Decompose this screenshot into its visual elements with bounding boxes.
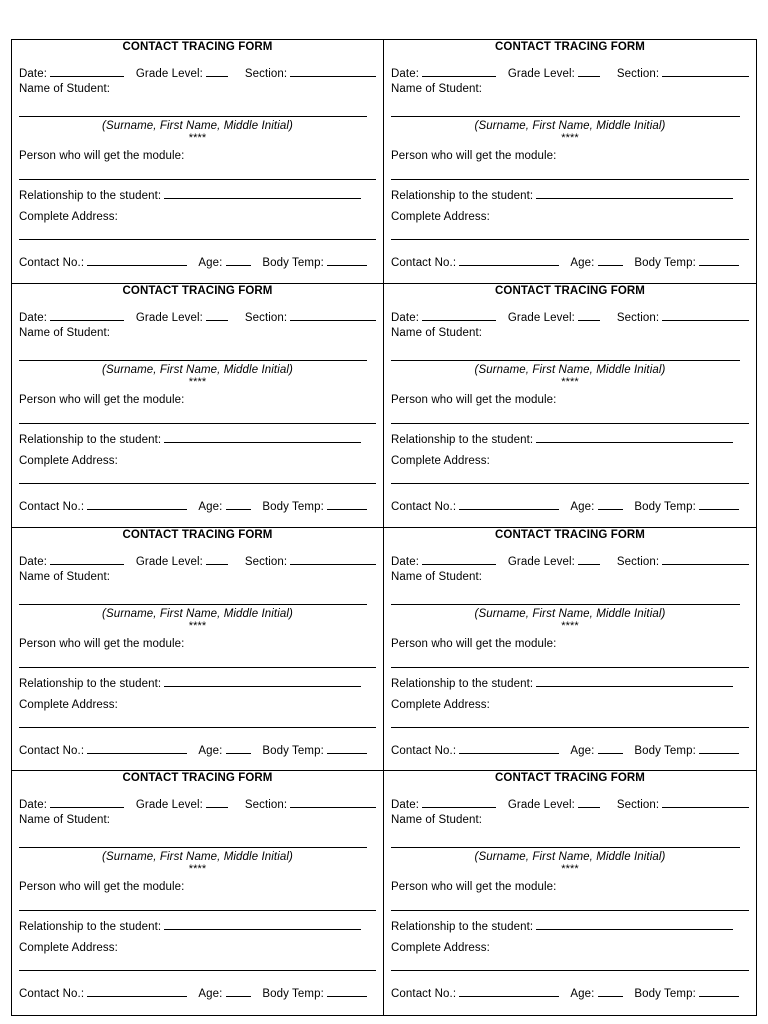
date-field[interactable]	[422, 796, 496, 808]
body-temp-field[interactable]	[327, 742, 367, 754]
age-field[interactable]	[598, 742, 623, 754]
relationship-row	[19, 675, 376, 690]
contact-tracing-form	[384, 40, 756, 284]
separator-stars: ****	[188, 863, 207, 876]
person-field[interactable]	[391, 667, 749, 668]
date-field[interactable]	[50, 796, 124, 808]
contact-field[interactable]	[459, 742, 559, 754]
name-format-hint: (Surname, First Name, Middle Initial)	[102, 851, 293, 864]
grade-level-label: Grade Level:	[135, 555, 203, 568]
body-temp-label: Body Temp:	[262, 500, 324, 513]
relationship-field[interactable]	[164, 918, 361, 930]
section-field[interactable]	[662, 65, 749, 77]
form-title: CONTACT TRACING FORM	[495, 772, 645, 785]
age-field[interactable]	[598, 498, 623, 510]
relationship-label: Relationship to the student:	[391, 921, 534, 934]
separator-stars: ****	[561, 619, 579, 632]
name-of-student-label: Name of Student:	[19, 570, 111, 583]
person-label: Person who will get the module:	[19, 637, 185, 650]
contact-age-temp-row	[391, 985, 749, 1000]
name-of-student-field[interactable]	[391, 847, 740, 848]
body-temp-field[interactable]	[327, 254, 367, 266]
grade-level-field[interactable]	[578, 309, 600, 321]
relationship-field[interactable]	[536, 431, 733, 443]
relationship-field[interactable]	[536, 675, 733, 687]
body-temp-label: Body Temp:	[634, 988, 696, 1001]
date-grade-section-row	[19, 309, 376, 324]
date-label: Date:	[391, 311, 419, 324]
name-format-hint: (Surname, First Name, Middle Initial)	[102, 120, 293, 132]
contact-field[interactable]	[87, 742, 187, 754]
section-label: Section:	[244, 555, 288, 568]
name-of-student-label: Name of Student:	[19, 326, 111, 339]
date-field[interactable]	[50, 309, 124, 321]
section-field[interactable]	[662, 796, 749, 808]
contact-field[interactable]	[87, 985, 187, 997]
form-title: CONTACT TRACING FORM	[122, 772, 273, 785]
contact-field[interactable]	[459, 498, 559, 510]
section-field[interactable]	[290, 796, 376, 808]
age-label: Age:	[570, 257, 595, 269]
person-field[interactable]	[391, 423, 749, 424]
relationship-field[interactable]	[164, 675, 361, 687]
address-label: Complete Address:	[391, 942, 490, 955]
grade-level-field[interactable]	[206, 796, 228, 808]
date-field[interactable]	[50, 65, 124, 77]
address-label: Complete Address:	[19, 211, 118, 223]
contact-age-temp-row	[19, 742, 376, 757]
relationship-label: Relationship to the student:	[19, 677, 162, 690]
contact-field[interactable]	[459, 985, 559, 997]
form-title: CONTACT TRACING FORM	[122, 284, 273, 297]
separator-stars: ****	[188, 375, 207, 388]
name-of-student-label: Name of Student:	[19, 814, 111, 827]
date-grade-section-row	[19, 553, 376, 568]
date-label: Date:	[19, 799, 47, 812]
relationship-row	[391, 187, 749, 202]
section-label: Section:	[616, 311, 660, 324]
section-label: Section:	[244, 799, 288, 812]
date-grade-section-row	[391, 65, 749, 80]
address-field[interactable]	[391, 239, 749, 240]
body-temp-label: Body Temp:	[634, 257, 696, 269]
age-label: Age:	[570, 744, 595, 757]
person-field[interactable]	[391, 179, 749, 180]
person-field[interactable]	[19, 910, 376, 911]
date-field[interactable]	[422, 65, 496, 77]
age-label: Age:	[198, 257, 223, 269]
relationship-field[interactable]	[164, 431, 361, 443]
name-format-hint: (Surname, First Name, Middle Initial)	[474, 120, 666, 132]
contact-label: Contact No.:	[19, 257, 85, 269]
person-label: Person who will get the module:	[19, 881, 185, 894]
date-label: Date:	[19, 555, 47, 568]
date-grade-section-row	[391, 796, 749, 811]
person-label: Person who will get the module:	[19, 393, 185, 406]
address-label: Complete Address:	[391, 454, 490, 467]
section-label: Section:	[244, 311, 288, 324]
contact-age-temp-row	[19, 985, 376, 1000]
date-label: Date:	[391, 555, 419, 568]
age-label: Age:	[198, 988, 223, 1001]
body-temp-label: Body Temp:	[262, 988, 324, 1001]
separator-stars: ****	[188, 132, 207, 144]
date-grade-section-row	[391, 553, 749, 568]
name-of-student-field[interactable]	[391, 360, 740, 361]
form-title: CONTACT TRACING FORM	[495, 528, 645, 541]
body-temp-field[interactable]	[699, 254, 739, 266]
section-field[interactable]	[290, 65, 376, 77]
contact-label: Contact No.:	[19, 500, 85, 513]
form-title: CONTACT TRACING FORM	[122, 41, 273, 53]
name-format-hint: (Surname, First Name, Middle Initial)	[474, 363, 666, 376]
person-field[interactable]	[19, 179, 376, 180]
grade-level-label: Grade Level:	[507, 311, 575, 324]
relationship-row	[391, 431, 749, 446]
grade-level-label: Grade Level:	[135, 799, 203, 812]
address-label: Complete Address:	[391, 698, 490, 711]
grade-level-label: Grade Level:	[507, 799, 575, 812]
name-format-hint: (Surname, First Name, Middle Initial)	[102, 363, 293, 376]
contact-label: Contact No.:	[19, 988, 85, 1001]
body-temp-label: Body Temp:	[262, 257, 324, 269]
age-label: Age:	[198, 500, 223, 513]
relationship-row	[19, 187, 376, 202]
body-temp-field[interactable]	[327, 985, 367, 997]
person-label: Person who will get the module:	[19, 150, 185, 162]
date-field[interactable]	[50, 553, 124, 565]
address-field[interactable]	[19, 239, 376, 240]
date-label: Date:	[19, 311, 47, 324]
date-field[interactable]	[422, 309, 496, 321]
contact-tracing-form	[12, 284, 384, 528]
contact-tracing-form	[12, 771, 384, 1015]
separator-stars: ****	[188, 619, 207, 632]
contact-field[interactable]	[459, 254, 559, 266]
address-field[interactable]	[391, 483, 749, 484]
section-field[interactable]	[662, 309, 749, 321]
age-label: Age:	[570, 988, 595, 1001]
form-title: CONTACT TRACING FORM	[495, 284, 645, 297]
relationship-label: Relationship to the student:	[391, 433, 534, 446]
name-of-student-field[interactable]	[391, 604, 740, 605]
contact-age-temp-row	[391, 254, 749, 269]
grade-level-field[interactable]	[206, 65, 228, 77]
form-title: CONTACT TRACING FORM	[495, 41, 645, 53]
age-field[interactable]	[598, 254, 623, 266]
age-field[interactable]	[226, 985, 251, 997]
person-label: Person who will get the module:	[391, 393, 557, 406]
section-label: Section:	[244, 68, 288, 80]
age-field[interactable]	[598, 985, 623, 997]
name-format-hint: (Surname, First Name, Middle Initial)	[474, 851, 666, 864]
age-field[interactable]	[226, 498, 251, 510]
relationship-field[interactable]	[536, 187, 733, 199]
contact-tracing-form	[384, 284, 756, 528]
section-label: Section:	[616, 555, 660, 568]
contact-label: Contact No.:	[391, 744, 457, 757]
section-field[interactable]	[290, 553, 376, 565]
relationship-field[interactable]	[164, 187, 361, 199]
section-field[interactable]	[290, 309, 376, 321]
address-label: Complete Address:	[19, 454, 118, 467]
section-label: Section:	[616, 68, 660, 80]
name-of-student-label: Name of Student:	[391, 326, 483, 339]
body-temp-field[interactable]	[327, 498, 367, 510]
person-label: Person who will get the module:	[391, 881, 557, 894]
body-temp-label: Body Temp:	[634, 744, 696, 757]
age-field[interactable]	[226, 742, 251, 754]
grade-level-field[interactable]	[578, 796, 600, 808]
section-field[interactable]	[662, 553, 749, 565]
contact-field[interactable]	[87, 254, 187, 266]
contact-age-temp-row	[19, 498, 376, 513]
relationship-label: Relationship to the student:	[19, 921, 162, 934]
address-label: Complete Address:	[19, 942, 118, 955]
form-sheet	[11, 39, 757, 1016]
person-field[interactable]	[391, 910, 749, 911]
grade-level-field[interactable]	[578, 65, 600, 77]
contact-age-temp-row	[391, 498, 749, 513]
name-of-student-label: Name of Student:	[391, 83, 483, 95]
body-temp-label: Body Temp:	[262, 744, 324, 757]
address-field[interactable]	[19, 727, 376, 728]
relationship-field[interactable]	[536, 918, 733, 930]
relationship-row	[19, 431, 376, 446]
name-of-student-field[interactable]	[19, 116, 367, 117]
person-field[interactable]	[19, 423, 376, 424]
section-label: Section:	[616, 799, 660, 812]
contact-tracing-form	[12, 40, 384, 284]
date-label: Date:	[391, 799, 419, 812]
name-of-student-field[interactable]	[19, 360, 367, 361]
body-temp-field[interactable]	[699, 498, 739, 510]
separator-stars: ****	[561, 863, 579, 876]
date-field[interactable]	[422, 553, 496, 565]
relationship-row	[391, 918, 749, 933]
contact-field[interactable]	[87, 498, 187, 510]
address-field[interactable]	[391, 727, 749, 728]
name-format-hint: (Surname, First Name, Middle Initial)	[102, 607, 293, 620]
form-title: CONTACT TRACING FORM	[122, 528, 273, 541]
contact-label: Contact No.:	[391, 500, 457, 513]
contact-tracing-form	[12, 528, 384, 772]
relationship-label: Relationship to the student:	[391, 677, 534, 690]
address-label: Complete Address:	[391, 211, 490, 223]
body-temp-label: Body Temp:	[634, 500, 696, 513]
body-temp-field[interactable]	[699, 742, 739, 754]
grade-level-field[interactable]	[206, 553, 228, 565]
address-field[interactable]	[19, 483, 376, 484]
separator-stars: ****	[561, 132, 579, 144]
address-field[interactable]	[19, 970, 376, 971]
relationship-row	[391, 675, 749, 690]
date-grade-section-row	[391, 309, 749, 324]
grade-level-field[interactable]	[206, 309, 228, 321]
age-label: Age:	[570, 500, 595, 513]
grade-level-label: Grade Level:	[507, 68, 575, 80]
address-label: Complete Address:	[19, 698, 118, 711]
grade-level-label: Grade Level:	[135, 311, 203, 324]
name-of-student-label: Name of Student:	[391, 814, 483, 827]
contact-label: Contact No.:	[391, 988, 457, 1001]
person-label: Person who will get the module:	[391, 637, 557, 650]
age-field[interactable]	[226, 254, 251, 266]
relationship-row	[19, 918, 376, 933]
relationship-label: Relationship to the student:	[19, 433, 162, 446]
contact-tracing-form	[384, 528, 756, 772]
grade-level-label: Grade Level:	[135, 68, 203, 80]
separator-stars: ****	[561, 375, 579, 388]
grade-level-label: Grade Level:	[507, 555, 575, 568]
age-label: Age:	[198, 744, 223, 757]
name-of-student-field[interactable]	[391, 116, 740, 117]
name-of-student-field[interactable]	[19, 847, 367, 848]
relationship-label: Relationship to the student:	[19, 190, 162, 202]
contact-tracing-form	[384, 771, 756, 1015]
relationship-label: Relationship to the student:	[391, 190, 534, 202]
grade-level-field[interactable]	[578, 553, 600, 565]
date-label: Date:	[19, 68, 47, 80]
date-label: Date:	[391, 68, 419, 80]
name-format-hint: (Surname, First Name, Middle Initial)	[474, 607, 666, 620]
person-label: Person who will get the module:	[391, 150, 557, 162]
contact-label: Contact No.:	[391, 257, 457, 269]
contact-age-temp-row	[19, 254, 376, 269]
name-of-student-field[interactable]	[19, 604, 367, 605]
contact-age-temp-row	[391, 742, 749, 757]
date-grade-section-row	[19, 65, 376, 80]
address-field[interactable]	[391, 970, 749, 971]
name-of-student-label: Name of Student:	[19, 83, 111, 95]
contact-label: Contact No.:	[19, 744, 85, 757]
date-grade-section-row	[19, 796, 376, 811]
name-of-student-label: Name of Student:	[391, 570, 483, 583]
person-field[interactable]	[19, 667, 376, 668]
body-temp-field[interactable]	[699, 985, 739, 997]
